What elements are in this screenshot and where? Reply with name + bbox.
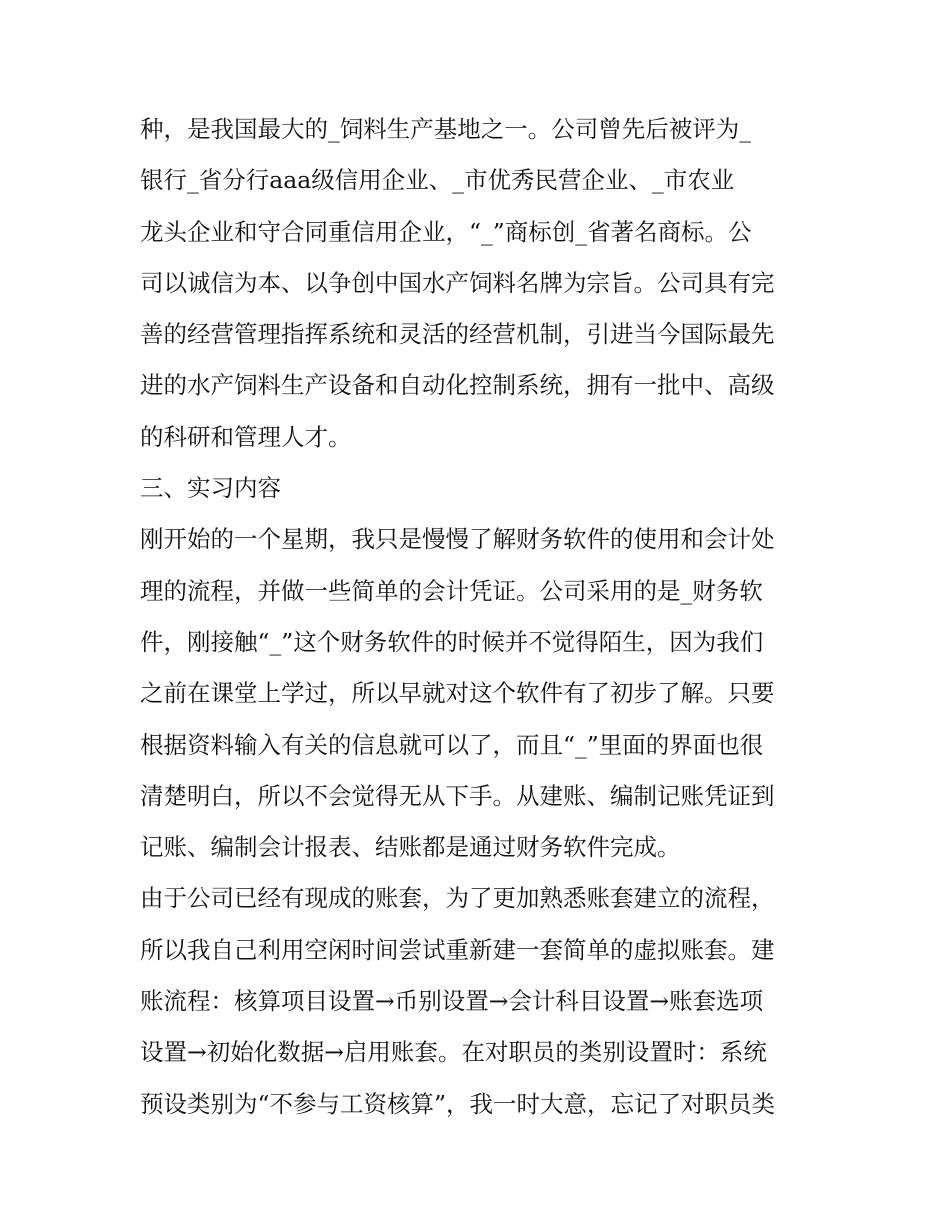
text-line: 账流程：核算项目设置→币别设置→会计科目设置→账套选项 bbox=[140, 987, 764, 1016]
text-line: 件，刚接触“_”这个财务软件的时候并不觉得陌生，因为我们 bbox=[140, 627, 764, 656]
text-line: 之前在课堂上学过，所以早就对这个软件有了初步了解。只要 bbox=[140, 679, 775, 708]
text-line: 所以我自己利用空闲时间尝试重新建一套简单的虚拟账套。建 bbox=[140, 935, 775, 964]
text-line: 预设类别为“不参与工资核算”，我一时大意，忘记了对职员类 bbox=[140, 1089, 776, 1118]
text-line: 由于公司已经有现成的账套，为了更加熟悉账套建立的流程， bbox=[140, 884, 775, 913]
text-line: 理的流程，并做一些简单的会计凭证。公司采用的是_财务软 bbox=[140, 576, 763, 605]
text-line: 善的经营管理指挥系统和灵活的经营机制，引进当今国际最先 bbox=[140, 320, 775, 349]
text-line: 刚开始的一个星期，我只是慢慢了解财务软件的使用和会计处 bbox=[140, 525, 775, 554]
document-body bbox=[140, 104, 820, 1130]
section-heading: 三、实习内容 bbox=[140, 474, 281, 503]
text-line: 司以诚信为本、以争创中国水产饲料名牌为宗旨。公司具有完 bbox=[140, 268, 775, 297]
text-line: 记账、编制会计报表、结账都是通过财务软件完成。 bbox=[140, 833, 681, 862]
text-line: 龙头企业和守合同重信用企业，“_”商标创_省著名商标。公 bbox=[140, 217, 752, 246]
text-line: 银行_省分行aaa级信用企业、_市优秀民营企业、_市农业 bbox=[140, 166, 735, 195]
text-line: 清楚明白，所以不会觉得无从下手。从建账、编制记账凭证到 bbox=[140, 781, 775, 810]
text-line: 的科研和管理人才。 bbox=[140, 422, 352, 451]
text-line: 根据资料输入有关的信息就可以了，而且“_”里面的界面也很 bbox=[140, 730, 764, 759]
text-line: 进的水产饲料生产设备和自动化控制系统，拥有一批中、高级 bbox=[140, 371, 775, 400]
text-line: 设置→初始化数据→启用账套。在对职员的类别设置时：系统 bbox=[140, 1038, 767, 1067]
text-line: 种，是我国最大的_饲料生产基地之一。公司曾先后被评为_ bbox=[140, 115, 751, 143]
